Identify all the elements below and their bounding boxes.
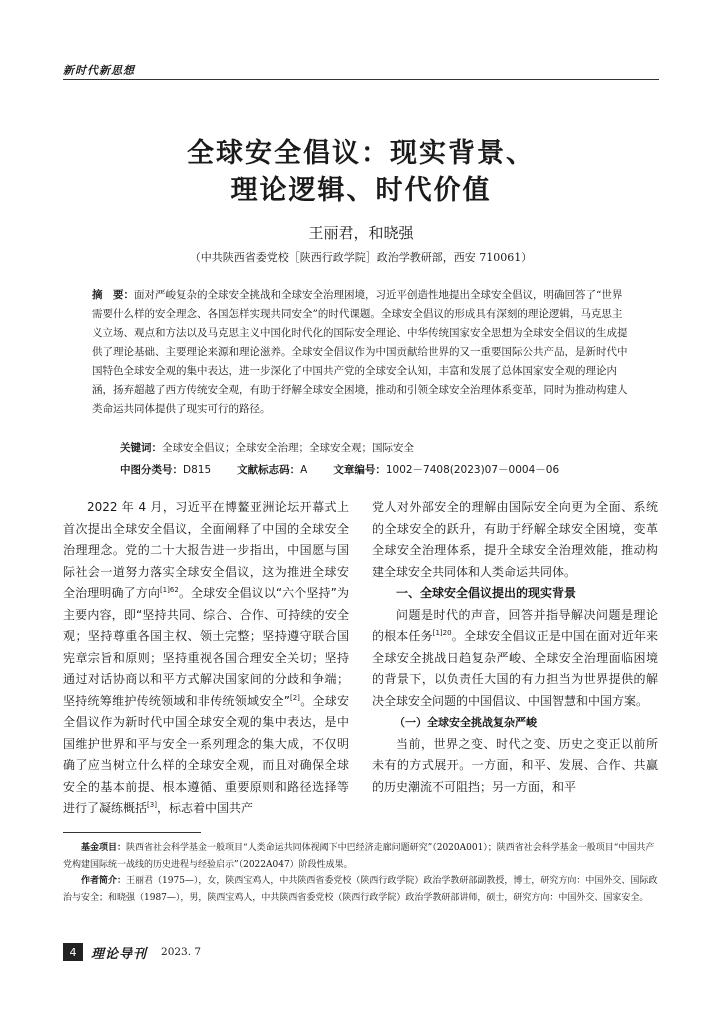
subsection-heading: （一）全球安全挑战复杂严峻	[394, 716, 537, 729]
body-paragraph: 当前，世界之变、时代之变、历史之变正以前所未有的方式展开。一方面，和平、发展、合作、共赢的历史潮流不可阻挡；另一方面，和平	[372, 736, 658, 794]
body-column-right	[372, 497, 658, 798]
running-head: 新时代新思想	[63, 64, 135, 77]
author-names: 王丽君，和晓强	[308, 224, 414, 242]
keywords	[120, 440, 414, 455]
body-paragraph	[372, 605, 658, 713]
page-number: 4	[63, 943, 83, 961]
page-footer	[63, 943, 201, 961]
fund-text: 陕西省社会科学基金一般项目“人类命运共同体视阈下中巴经济走廊问题研究”（2020A001）；陕西省社会科学基金一般项目“中国共产党构建国际统一战线的历史进程与经验启示”（2022A047）阶段性成果。	[63, 843, 655, 870]
body-text: 。全球安全倡议作为新时代中国全球安全观的集中表达，是中国维护世界和平与安全一系列理念的集大成，不仅明确了应当树立什么样的全球安全观，而且对确保全球安全的基本前提、根本遵循、重要原则和路径选择等进行了凝练概括	[63, 693, 349, 815]
section-heading: 一、全球安全倡议提出的现实背景	[396, 586, 577, 600]
body-text: 。全球安全倡议正是中国在面对近年来全球安全挑战日趋复杂严峻、全球安全治理面临困境的背景下，以负责任大国的有力担当为世界提供的解决全球安全问题的中国倡议、中国智慧和中国方案。	[372, 629, 658, 708]
clc-value: D815	[183, 464, 212, 476]
author-affiliation: （中共陕西省委党校［陕西行政学院］政治学教研部，西安 710061）	[189, 251, 533, 264]
fund-label: 基金项目：	[81, 843, 127, 853]
body-column-left	[63, 497, 349, 820]
keywords-label: 关键词：	[120, 442, 162, 454]
keywords-text: 全球安全倡议；全球安全治理；全球安全观；国际安全	[162, 442, 414, 454]
header-rule	[63, 79, 659, 80]
author-bio-text: 王丽君（1975—），女，陕西宝鸡人，中共陕西省委党校（陕西行政学院）政治学教研部副教授，博士，研究方向：中国外交、国际政治与安全；和晓强（1987—），男，陕西宝鸡人，中共陕西省委党校（陕西行政学院）政治学教研部讲师，硕士，研究方向：中国外交、国家安全。	[63, 876, 658, 903]
body-text: 问题是时代的声音，回答并指导解决问题是理论的根本任务	[372, 607, 658, 643]
abstract-text: 面对严峻复杂的全球安全挑战和全球安全治理困境，习近平创造性地提出全球安全倡议，明确回答了“世界需要什么样的安全理念、各国怎样实现共同安全”的时代课题。全球安全倡议的形成具有深刻的理论逻辑，马克思主义立场、观点和方法以及马克思主义中国化时代化的国际安全理论、中华传统国家安全思想为全球安全倡议的生成提供了理论基础、主要理论来源和理论滋养。全球安全倡议作为中国贡献给世界的又一重要国际公共产品，是新时代中国特色全球安全观的集中表达，进一步深化了中国共产党的全球安全认知，丰富和发展了总体国家安全观的理论内涵，扬弃超越了西方传统安全观，有助于纾解全球安全困境，推动和引领全球安全治理体系变革，同时为推动构建人类命运共同体提供了现实可行的路径。	[92, 289, 628, 415]
journal-name: 理论导刊	[91, 946, 148, 962]
body-paragraph	[63, 497, 349, 820]
classification-line	[120, 462, 559, 477]
citation-marker: [3]	[147, 801, 157, 809]
abstract-label: 摘 要：	[92, 289, 134, 301]
clc-label: 中图分类号：	[120, 464, 183, 476]
body-text: 2022 年 4 月，习近平在博鳌亚洲论坛开幕式上首次提出全球安全倡议，全面阐释了中国的全球安全治理理念。党的二十大报告进一步指出，中国愿与国际社会一道努力落实全球安全倡议，这为推进全球安全治理明确了方向	[63, 500, 349, 600]
body-paragraph: 党人对外部安全的理解由国际安全向更为全面、系统的全球安全的跃升，有助于纾解全球安全困境，变革全球安全治理体系，提升全球安全治理效能，推动构建全球安全共同体和人类命运共同体。	[372, 500, 658, 579]
fund-note	[63, 840, 659, 873]
citation-marker: [1]62	[159, 586, 179, 594]
article-number-label: 文章编号：	[333, 464, 386, 476]
author-bio-note	[63, 873, 659, 906]
issue-date: 2023. 7	[161, 946, 202, 958]
body-text: 。全球安全倡议以“六个坚持”为主要内容，即“坚持共同、综合、合作、可持续的安全观；坚持尊重各国主权、领土完整；坚持遵守联合国宪章宗旨和原则；坚持重视各国合理安全关切；坚持通过对话协商以和平方式解决国家间的分歧和争端；坚持统筹维护传统领域和非传统领域安全”	[63, 586, 349, 708]
footnote-rule	[63, 832, 201, 833]
citation-marker: [1]20	[432, 629, 452, 637]
abstract	[92, 286, 632, 419]
article-title-line-2: 理论逻辑、时代价值	[230, 175, 492, 206]
article-number-value: 1002－7408(2023)07－0004－06	[385, 464, 560, 476]
doc-code-value: A	[300, 464, 308, 476]
article-title-line-1: 全球安全倡议：现实背景、	[187, 138, 535, 169]
doc-code-label: 文献标志码：	[237, 464, 301, 476]
footnotes	[63, 840, 659, 906]
citation-marker: [2]	[290, 693, 300, 702]
author-bio-label: 作者简介：	[81, 876, 127, 886]
body-text: ，标志着中国共产	[156, 801, 253, 815]
